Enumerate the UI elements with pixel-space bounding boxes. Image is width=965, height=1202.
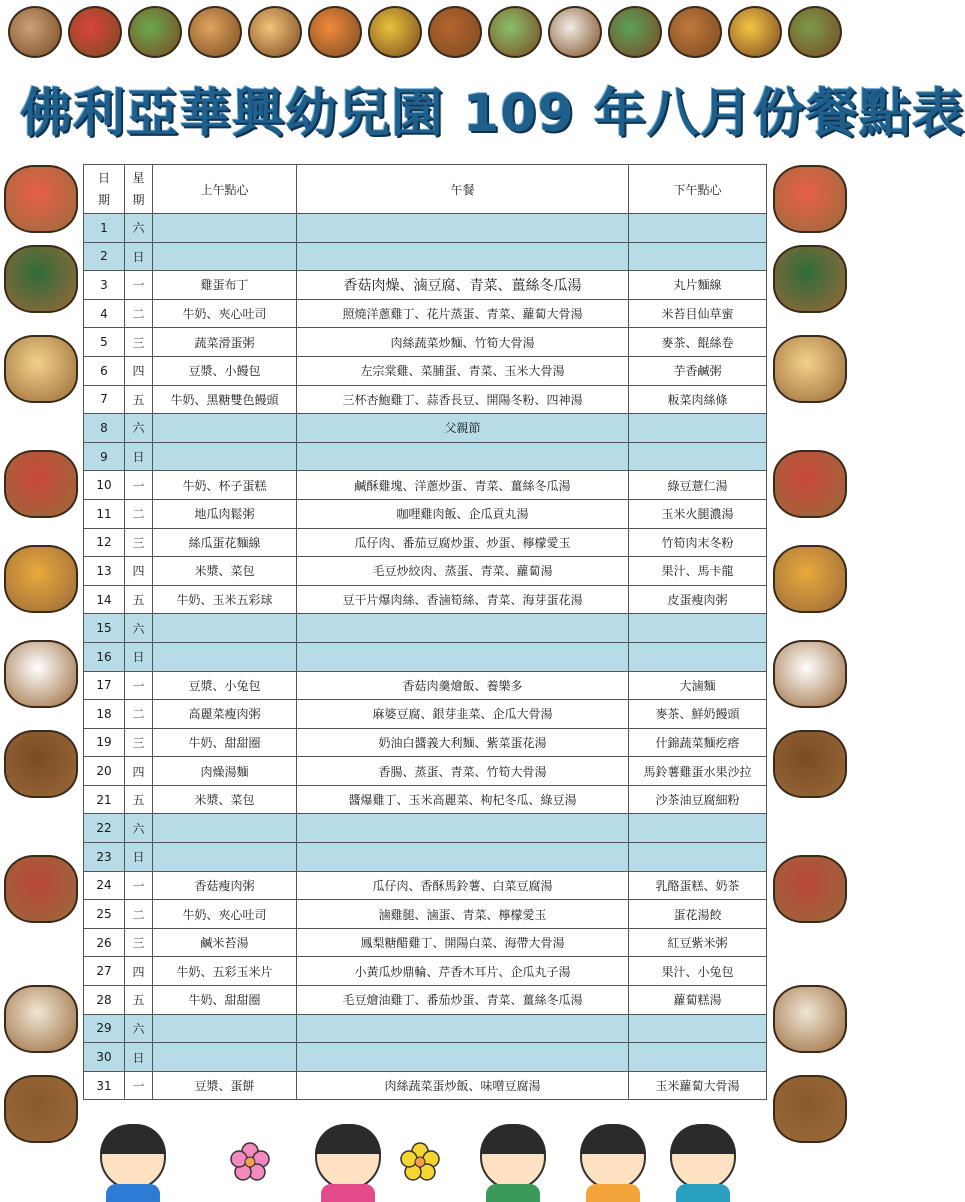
morning-snack-cell [153, 614, 297, 643]
date-cell: 20 [84, 757, 125, 786]
table-row [84, 614, 767, 643]
weekday-cell: 日 [125, 843, 153, 872]
table-row [84, 499, 767, 528]
morning-snack-cell: 牛奶、玉米五彩球 [153, 585, 297, 614]
table-row [84, 871, 767, 900]
header-weekday-label: 星 期 [132, 171, 145, 207]
date-cell: 16 [84, 642, 125, 671]
pizza-icon [308, 6, 362, 58]
weekday-cell: 一 [125, 471, 153, 500]
morning-snack-cell: 牛奶、甜甜圈 [153, 986, 297, 1015]
afternoon-snack-cell: 丸片麵線 [629, 271, 767, 300]
date-cell: 6 [84, 356, 125, 385]
sashimi-icon [4, 450, 78, 518]
afternoon-snack-cell: 竹筍肉末冬粉 [629, 528, 767, 557]
weekday-cell: 日 [125, 442, 153, 471]
date-cell: 18 [84, 700, 125, 729]
morning-snack-cell [153, 242, 297, 271]
flower-pot-icon [4, 730, 78, 798]
header-date [84, 165, 125, 214]
header-morning-snack: 上午點心 [153, 165, 297, 214]
soup-bowl-icon [788, 6, 842, 58]
table-row [84, 1014, 767, 1043]
morning-snack-cell: 牛奶、甜甜圈 [153, 728, 297, 757]
pudding-icon [4, 335, 78, 403]
morning-snack-cell: 鹹米苔湯 [153, 928, 297, 957]
lunch-cell: 毛豆炒絞肉、蒸蛋、青菜、蘿蔔湯 [297, 557, 629, 586]
lunch-cell [297, 614, 629, 643]
table-row [84, 671, 767, 700]
lunch-cell [297, 242, 629, 271]
table-row [84, 928, 767, 957]
morning-snack-cell: 牛奶、夾心吐司 [153, 900, 297, 929]
rice-bowl-icon [8, 6, 62, 58]
weekday-cell: 四 [125, 757, 153, 786]
table-row [84, 557, 767, 586]
afternoon-snack-cell: 玉米蘿蔔大骨湯 [629, 1071, 767, 1100]
afternoon-snack-cell: 果汁、小兔包 [629, 957, 767, 986]
table-row [84, 757, 767, 786]
sandwich-icon [488, 6, 542, 58]
morning-snack-cell: 香菇瘦肉粥 [153, 871, 297, 900]
lunch-cell: 咖哩雞肉飯、企瓜貢丸湯 [297, 499, 629, 528]
morning-snack-cell [153, 442, 297, 471]
page-title: 佛利亞華興幼兒園 109 年八月份餐點表 [20, 84, 965, 144]
afternoon-snack-cell: 什錦蔬菜麵疙瘩 [629, 728, 767, 757]
fried-shrimp-icon [773, 545, 847, 613]
morning-snack-cell [153, 843, 297, 872]
date-cell: 19 [84, 728, 125, 757]
pink-flower-icon [230, 1142, 270, 1182]
morning-snack-cell: 雞蛋布丁 [153, 271, 297, 300]
morning-snack-cell [153, 214, 297, 243]
afternoon-snack-cell: 皮蛋瘦肉粥 [629, 585, 767, 614]
morning-snack-cell: 豆漿、小饅包 [153, 356, 297, 385]
weekday-cell: 四 [125, 356, 153, 385]
lunch-cell: 三杯杏鮑雞丁、蒜香長豆、開陽冬粉、四神湯 [297, 385, 629, 414]
table-row [84, 900, 767, 929]
morning-snack-cell: 豆漿、小兔包 [153, 671, 297, 700]
fried-shrimp-icon [4, 545, 78, 613]
weekday-cell: 六 [125, 614, 153, 643]
afternoon-snack-cell [629, 814, 767, 843]
weekday-cell: 六 [125, 814, 153, 843]
boy-face-icon [100, 1124, 166, 1190]
afternoon-snack-cell: 蛋花湯餃 [629, 900, 767, 929]
lunch-cell: 毛豆燴油雞丁、番茄炒蛋、青菜、薑絲冬瓜湯 [297, 986, 629, 1015]
lunch-cell [297, 1014, 629, 1043]
weekday-cell: 日 [125, 242, 153, 271]
afternoon-snack-cell [629, 242, 767, 271]
burger-icon [668, 6, 722, 58]
parfait-icon [4, 985, 78, 1053]
table-row [84, 385, 767, 414]
lunch-cell: 瓜仔肉、番茄豆腐炒蛋、炒蛋、檸檬愛玉 [297, 528, 629, 557]
date-cell: 28 [84, 986, 125, 1015]
date-cell: 26 [84, 928, 125, 957]
table-row [84, 528, 767, 557]
afternoon-snack-cell: 綠豆薏仁湯 [629, 471, 767, 500]
morning-snack-cell: 牛奶、夾心吐司 [153, 299, 297, 328]
table-row [84, 414, 767, 443]
table-row [84, 299, 767, 328]
weekday-cell: 日 [125, 642, 153, 671]
date-cell: 14 [84, 585, 125, 614]
lunch-cell: 肉絲蔬菜炒麵、竹筍大骨湯 [297, 328, 629, 357]
morning-snack-cell: 牛奶、黑糖雙色饅頭 [153, 385, 297, 414]
boy-face-icon [480, 1124, 546, 1190]
morning-snack-cell [153, 1043, 297, 1072]
salad-icon [608, 6, 662, 58]
header-afternoon-snack: 下午點心 [629, 165, 767, 214]
weekday-cell: 一 [125, 271, 153, 300]
lunch-cell: 麻婆豆腐、銀芽韭菜、企瓜大骨湯 [297, 700, 629, 729]
lunch-cell [297, 1043, 629, 1072]
afternoon-snack-cell: 米苔目仙草蜜 [629, 299, 767, 328]
header-weekday [125, 165, 153, 214]
weekday-cell: 五 [125, 385, 153, 414]
meal-schedule-table [83, 164, 767, 1100]
table-header-row [84, 165, 767, 214]
afternoon-snack-cell: 粄菜肉絲條 [629, 385, 767, 414]
weekday-cell: 一 [125, 1071, 153, 1100]
table-row [84, 986, 767, 1015]
header-date-label: 日 期 [97, 171, 110, 207]
lunch-cell [297, 442, 629, 471]
afternoon-snack-cell [629, 614, 767, 643]
afternoon-snack-cell: 沙茶油豆腐細粉 [629, 785, 767, 814]
date-cell: 23 [84, 843, 125, 872]
flower-pot-icon [773, 730, 847, 798]
afternoon-snack-cell [629, 414, 767, 443]
lunch-cell: 豆干片爆肉絲、香滷筍絲、青菜、海芽蛋花湯 [297, 585, 629, 614]
weekday-cell: 五 [125, 986, 153, 1015]
ramen-icon [773, 1075, 847, 1143]
burger-icon [428, 6, 482, 58]
table-row [84, 356, 767, 385]
lunch-cell: 左宗棠雞、菜脯蛋、青菜、玉米大骨湯 [297, 356, 629, 385]
table-row [84, 728, 767, 757]
weekday-cell: 四 [125, 957, 153, 986]
hotdog-icon [188, 6, 242, 58]
afternoon-snack-cell: 芋香鹹粥 [629, 356, 767, 385]
lunch-cell: 鹹酥雞塊、洋蔥炒蛋、青菜、薑絲冬瓜湯 [297, 471, 629, 500]
date-cell: 8 [84, 414, 125, 443]
table-row [84, 785, 767, 814]
date-cell: 4 [84, 299, 125, 328]
sushi-icon [4, 165, 78, 233]
morning-snack-cell: 蔬菜滑蛋粥 [153, 328, 297, 357]
date-cell: 10 [84, 471, 125, 500]
morning-snack-cell [153, 814, 297, 843]
afternoon-snack-cell: 玉米火腿濃湯 [629, 499, 767, 528]
lunch-cell [297, 814, 629, 843]
date-cell: 13 [84, 557, 125, 586]
date-cell: 21 [84, 785, 125, 814]
weekday-cell: 六 [125, 1014, 153, 1043]
sashimi-icon [773, 450, 847, 518]
lunch-cell: 父親節 [297, 414, 629, 443]
morning-snack-cell: 米漿、菜包 [153, 785, 297, 814]
ramen-icon [4, 1075, 78, 1143]
weekday-cell: 四 [125, 557, 153, 586]
date-cell: 7 [84, 385, 125, 414]
header-lunch: 午餐 [297, 165, 629, 214]
weekday-cell: 三 [125, 328, 153, 357]
afternoon-snack-cell [629, 1043, 767, 1072]
morning-snack-cell: 牛奶、杯子蛋糕 [153, 471, 297, 500]
weekday-cell: 三 [125, 728, 153, 757]
table-row [84, 957, 767, 986]
girl-face-icon [315, 1124, 381, 1190]
lunch-cell: 鳳梨糖醋雞丁、開陽白菜、海帶大骨湯 [297, 928, 629, 957]
weekday-cell: 二 [125, 900, 153, 929]
table-row [84, 271, 767, 300]
lunch-cell: 香腸、蒸蛋、青菜、竹筍大骨湯 [297, 757, 629, 786]
lunch-cell: 滷雞腿、滷蛋、青菜、檸檬愛玉 [297, 900, 629, 929]
lunch-cell: 香菇肉燥、滷豆腐、青菜、薑絲冬瓜湯 [297, 271, 629, 300]
afternoon-snack-cell [629, 642, 767, 671]
onigiri-icon [4, 640, 78, 708]
morning-snack-cell [153, 414, 297, 443]
girl-face-icon [580, 1124, 646, 1190]
pizza-slice-icon [728, 6, 782, 58]
date-cell: 29 [84, 1014, 125, 1043]
weekday-cell: 二 [125, 700, 153, 729]
date-cell: 12 [84, 528, 125, 557]
weekday-cell: 三 [125, 528, 153, 557]
weekday-cell: 日 [125, 1043, 153, 1072]
morning-snack-cell [153, 642, 297, 671]
weekday-cell: 六 [125, 414, 153, 443]
date-cell: 24 [84, 871, 125, 900]
chicken-leg-icon [248, 6, 302, 58]
date-cell: 2 [84, 242, 125, 271]
date-cell: 25 [84, 900, 125, 929]
boy-face-icon [670, 1124, 736, 1190]
lunch-cell: 肉絲蔬菜蛋炒飯、味噌豆腐湯 [297, 1071, 629, 1100]
lunch-cell: 照燒洋蔥雞丁、花片蒸蛋、青菜、蘿蔔大骨湯 [297, 299, 629, 328]
date-cell: 3 [84, 271, 125, 300]
morning-snack-cell: 高麗菜瘦肉粥 [153, 700, 297, 729]
table-row [84, 700, 767, 729]
afternoon-snack-cell: 馬鈴薯雞蛋水果沙拉 [629, 757, 767, 786]
weekday-cell: 一 [125, 871, 153, 900]
lunch-cell: 小黃瓜炒鼎輪、芹香木耳片、企瓜丸子湯 [297, 957, 629, 986]
afternoon-snack-cell [629, 1014, 767, 1043]
maki-roll-icon [773, 245, 847, 313]
weekday-cell: 一 [125, 671, 153, 700]
table-row [84, 585, 767, 614]
morning-snack-cell: 米漿、菜包 [153, 557, 297, 586]
yellow-flower-icon [400, 1142, 440, 1182]
hotpot-icon [4, 855, 78, 923]
lunch-cell: 奶油白醬義大利麵、紫菜蛋花湯 [297, 728, 629, 757]
date-cell: 27 [84, 957, 125, 986]
lunch-cell: 香菇肉羹燴飯、養樂多 [297, 671, 629, 700]
morning-snack-cell: 肉燥湯麵 [153, 757, 297, 786]
afternoon-snack-cell: 麥茶、鮮奶饅頭 [629, 700, 767, 729]
lunch-cell [297, 642, 629, 671]
date-cell: 9 [84, 442, 125, 471]
parfait-icon [773, 985, 847, 1053]
hotpot-icon [773, 855, 847, 923]
afternoon-snack-cell [629, 442, 767, 471]
table-row [84, 442, 767, 471]
table-row [84, 328, 767, 357]
vegetables-icon [128, 6, 182, 58]
table-row [84, 814, 767, 843]
date-cell: 11 [84, 499, 125, 528]
weekday-cell: 五 [125, 585, 153, 614]
afternoon-snack-cell: 麥茶、餛絲卷 [629, 328, 767, 357]
table-row [84, 214, 767, 243]
date-cell: 1 [84, 214, 125, 243]
afternoon-snack-cell [629, 843, 767, 872]
date-cell: 17 [84, 671, 125, 700]
morning-snack-cell: 絲瓜蛋花麵線 [153, 528, 297, 557]
table-row [84, 843, 767, 872]
noodles-icon [368, 6, 422, 58]
weekday-cell: 六 [125, 214, 153, 243]
date-cell: 15 [84, 614, 125, 643]
weekday-cell: 二 [125, 299, 153, 328]
table-row [84, 1071, 767, 1100]
food-icon-row [0, 0, 849, 72]
afternoon-snack-cell: 大滷麵 [629, 671, 767, 700]
afternoon-snack-cell: 蘿蔔糕湯 [629, 986, 767, 1015]
morning-snack-cell: 豆漿、蛋餅 [153, 1071, 297, 1100]
morning-snack-cell: 地瓜肉鬆粥 [153, 499, 297, 528]
lunch-cell: 瓜仔肉、香酥馬鈴薯、白菜豆腐湯 [297, 871, 629, 900]
weekday-cell: 五 [125, 785, 153, 814]
takeout-box-icon [548, 6, 602, 58]
table-row [84, 642, 767, 671]
table-row [84, 471, 767, 500]
afternoon-snack-cell: 紅豆紫米粥 [629, 928, 767, 957]
date-cell: 5 [84, 328, 125, 357]
lunch-cell: 醬爆雞丁、玉米高麗菜、枸杞冬瓜、綠豆湯 [297, 785, 629, 814]
sushi-icon [773, 165, 847, 233]
lunch-cell [297, 843, 629, 872]
weekday-cell: 二 [125, 499, 153, 528]
date-cell: 22 [84, 814, 125, 843]
onigiri-icon [773, 640, 847, 708]
morning-snack-cell [153, 1014, 297, 1043]
morning-snack-cell: 牛奶、五彩玉米片 [153, 957, 297, 986]
table-row [84, 242, 767, 271]
weekday-cell: 三 [125, 928, 153, 957]
afternoon-snack-cell: 果汁、馬卡龍 [629, 557, 767, 586]
table-row [84, 1043, 767, 1072]
footer-kids-decoration [80, 1106, 770, 1200]
date-cell: 31 [84, 1071, 125, 1100]
date-cell: 30 [84, 1043, 125, 1072]
maki-roll-icon [4, 245, 78, 313]
lunch-cell [297, 214, 629, 243]
afternoon-snack-cell: 乳酪蛋糕、奶茶 [629, 871, 767, 900]
afternoon-snack-cell [629, 214, 767, 243]
pudding-icon [773, 335, 847, 403]
pizza-plate-icon [68, 6, 122, 58]
